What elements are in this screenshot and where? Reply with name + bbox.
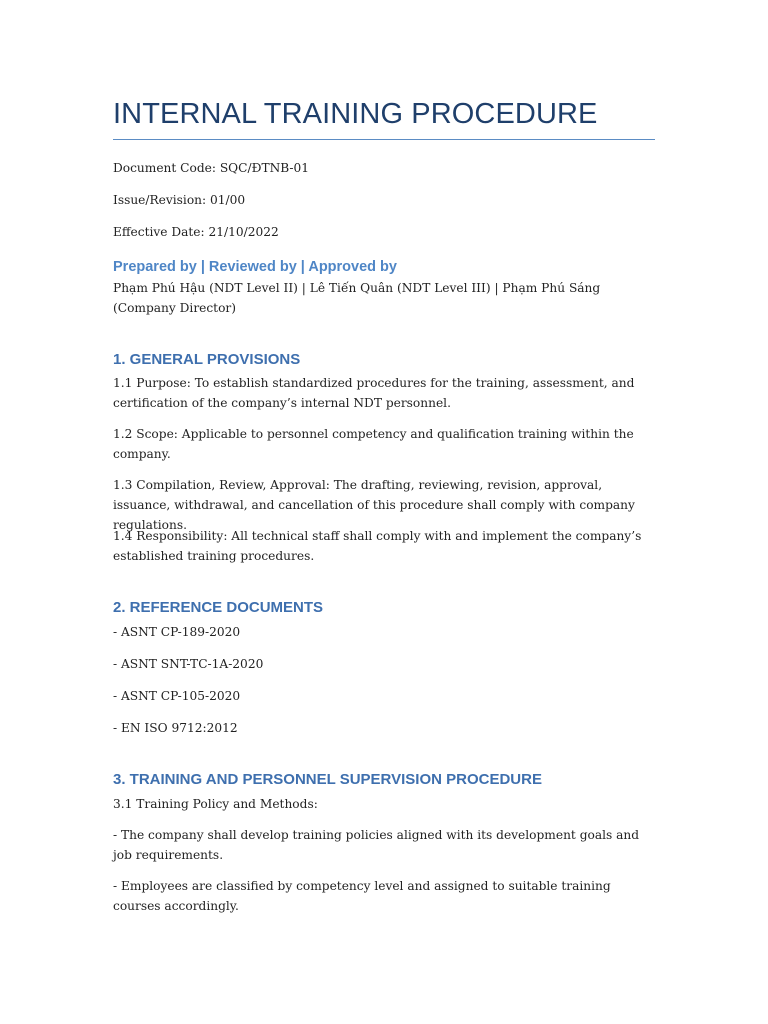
paragraph-scope: 1.2 Scope: Applicable to personnel competency and qualification training within the company. [113,427,634,461]
title-underline [113,139,655,140]
paragraph-training-policy-item: - Employees are classified by competency level and assigned to suitable training courses accordingly. [113,879,611,913]
paragraph-training-policy-item: - The company shall develop training policies aligned with its development goals and job requirements. [113,828,640,862]
document-code: Document Code: SQC/ĐTNB-01 [113,161,310,175]
section-heading-reference-documents: 2. REFERENCE DOCUMENTS [113,599,324,616]
section-heading-training-procedure: 3. TRAINING AND PERSONNEL SUPERVISION PROCEDURE [113,771,542,788]
paragraph-purpose: 1.1 Purpose: To establish standardized procedures for the training, assessment, and certification of the company’s internal NDT personnel. [113,376,635,410]
effective-date: Effective Date: 21/10/2022 [113,225,279,239]
reference-item: - ASNT CP-105-2020 [113,689,241,703]
reference-item: - ASNT SNT-TC-1A-2020 [113,657,264,671]
reference-item: - EN ISO 9712:2012 [113,721,238,735]
paragraph-compilation: 1.3 Compilation, Review, Approval: The drafting, reviewing, revision, approval, issuance, withdrawal, and cancellation of this procedure shall comply with company regulations. [113,478,635,532]
document-title: INTERNAL TRAINING PROCEDURE [113,98,598,130]
issue-revision: Issue/Revision: 01/00 [113,193,246,207]
paragraph-training-policy: 3.1 Training Policy and Methods: [113,797,318,811]
section-heading-general-provisions: 1. GENERAL PROVISIONS [113,351,301,368]
paragraph-responsibility: 1.4 Responsibility: All technical staff shall comply with and implement the company’s established training procedures. [113,529,642,563]
approval-heading: Prepared by | Reviewed by | Approved by [113,259,397,275]
approval-names: Phạm Phú Hậu (NDT Level II) | Lê Tiến Quân (NDT Level III) | Phạm Phú Sáng (Company Director) [113,281,601,315]
reference-item: - ASNT CP-189-2020 [113,625,241,639]
